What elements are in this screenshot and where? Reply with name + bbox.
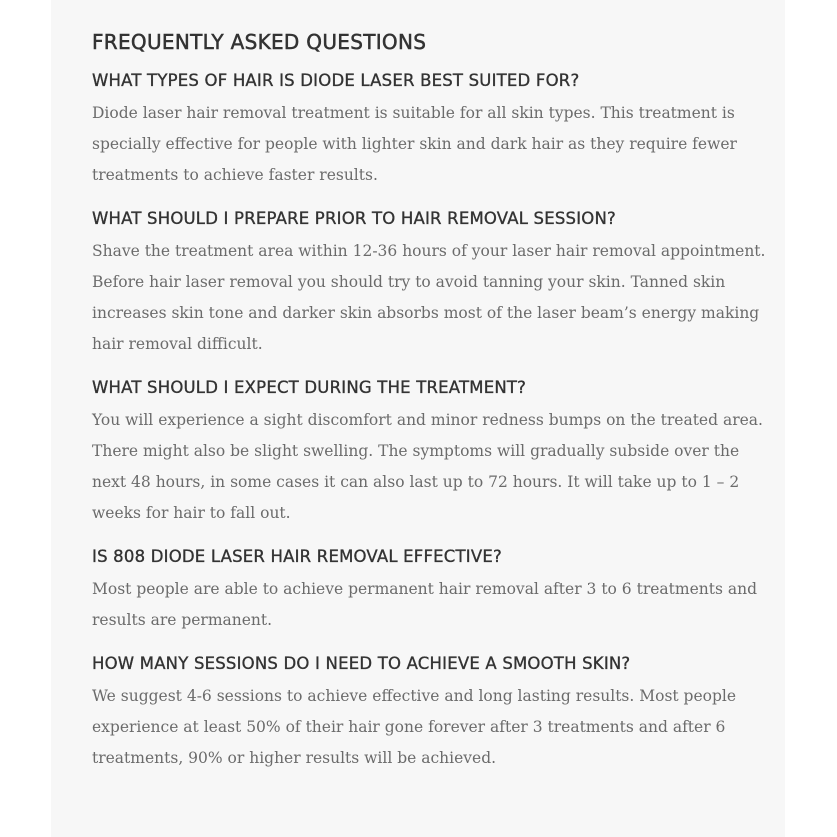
- faq-answer: You will experience a sight discomfort and minor redness bumps on the treated area. There might also be slight swelling. The symptoms will gradually subside over the next 48 hours, in some cases it can also last up to 72 hours. It will take up to 1 – 2 weeks for hair to fall out.: [92, 411, 763, 522]
- faq-answer: We suggest 4-6 sessions to achieve effective and long lasting results. Most people experience at least 50% of their hair gone forever after 3 treatments and after 6 treatments, 90% or higher results will be achieved.: [92, 687, 737, 767]
- faq-question: HOW MANY SESSIONS DO I NEED TO ACHIEVE A SMOOTH SKIN?: [92, 654, 631, 673]
- faq-item: [92, 653, 772, 774]
- faq-answer: Shave the treatment area within 12-36 hours of your laser hair removal appointment. Before hair laser removal you should try to avoid tanning your skin. Tanned skin increases skin tone and darker skin absorbs most of the laser beam’s energy making hair removal difficult.: [92, 242, 766, 353]
- faq-item: [92, 70, 772, 191]
- faq-question: WHAT SHOULD I EXPECT DURING THE TREATMENT?: [92, 378, 527, 397]
- faq-answer: Diode laser hair removal treatment is suitable for all skin types. This treatment is specially effective for people with lighter skin and dark hair as they require fewer treatments to achieve faster results.: [92, 104, 737, 184]
- faq-question: WHAT TYPES OF HAIR IS DIODE LASER BEST SUITED FOR?: [92, 71, 580, 90]
- faq-title: FREQUENTLY ASKED QUESTIONS: [92, 30, 427, 54]
- faq-answer: Most people are able to achieve permanent hair removal after 3 to 6 treatments and results are permanent.: [92, 580, 757, 629]
- faq-question: IS 808 DIODE LASER HAIR REMOVAL EFFECTIVE?: [92, 547, 502, 566]
- faq-item: [92, 208, 772, 360]
- faq-item: [92, 546, 772, 636]
- faq-item: [92, 377, 772, 529]
- faq-panel: [51, 0, 785, 837]
- faq-question: WHAT SHOULD I PREPARE PRIOR TO HAIR REMOVAL SESSION?: [92, 209, 616, 228]
- faq-content: [92, 28, 772, 791]
